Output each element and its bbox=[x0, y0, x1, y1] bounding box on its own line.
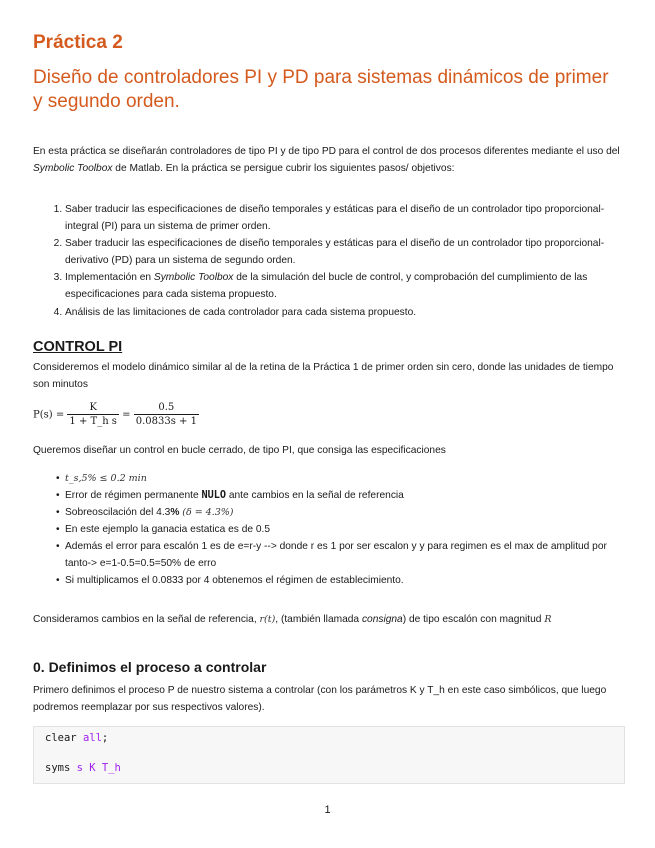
ref-consigna: consigna bbox=[361, 614, 403, 625]
list-item: • En este ejemplo la ganacia estatica es de 0.5 bbox=[65, 521, 625, 538]
intro-paragraph bbox=[33, 143, 623, 177]
spec3-math: (δ = 4.3%) bbox=[182, 507, 234, 518]
ref-post: ) de tipo escalón con magnitud bbox=[402, 614, 545, 625]
spec2-bold: NULO bbox=[201, 490, 227, 501]
ref-math: r(t) bbox=[259, 614, 276, 625]
list-item bbox=[65, 487, 625, 504]
formula-lhs: P(s) = bbox=[33, 409, 65, 421]
ref-R: R bbox=[544, 614, 552, 625]
intro-toolbox: Symbolic Toolbox bbox=[33, 163, 113, 174]
list-item: 1. Saber traducir las especificaciones de diseño temporales y estáticas para el diseño de un controlador tipo proporcional-integral (PI) para un sistema de primer orden. bbox=[65, 202, 623, 235]
specs-intro-paragraph: Queremos diseñar un control en bucle cerrado, de tipo PI, que consiga las especificaciones bbox=[33, 445, 446, 456]
formula-den-1: 1 + T_h s bbox=[69, 416, 117, 427]
list-item bbox=[65, 470, 625, 487]
model-paragraph: Consideremos el modelo dinámico similar al de la retina de la Práctica 1 de primer orden sin cero, donde las unidades de tiempo son minutos bbox=[33, 362, 614, 390]
step3-pre: Implementación en bbox=[65, 272, 154, 284]
page-title: Práctica 2 bbox=[33, 32, 123, 53]
code-line bbox=[45, 762, 121, 774]
transfer-function-formula bbox=[33, 402, 199, 428]
code-keyword: all bbox=[82, 732, 102, 744]
section-heading-define-process: 0. Definimos el proceso a controlar bbox=[33, 659, 267, 675]
formula-num-1: K bbox=[67, 402, 119, 415]
list-item: 4. Análisis de las limitaciones de cada controlador para cada sistema propuesto. bbox=[65, 305, 623, 322]
step3-post: de la simulación del bucle de control, y comprobación del cumplimiento de las especificaciones para cada sistema propuesto. bbox=[65, 272, 588, 300]
page-number: 1 bbox=[324, 804, 331, 816]
formula-fraction-1 bbox=[67, 402, 119, 428]
list-item: • Además el error para escalón 1 es de e=r-y --> donde r es 1 por ser escalon y y para regimen es el max de amplitud por tanto-> e=1-0.5=0.5=50% de erro bbox=[65, 538, 625, 572]
spec3-bold: % bbox=[170, 507, 180, 518]
spec2-pre: Error de régimen permanente bbox=[65, 490, 202, 501]
list-item: 2. Saber traducir las especificaciones de diseño temporales y estáticas para el diseño de un controlador tipo proporcional-derivativo (PD) para un sistema de segundo orden. bbox=[65, 236, 623, 269]
spec-settling-time: t_s,5% ≤ 0.2 min bbox=[65, 473, 147, 484]
list-item bbox=[65, 270, 623, 303]
section-heading-control-pi: CONTROL PI bbox=[33, 339, 123, 355]
ref-mid: , (también llamada bbox=[275, 614, 362, 625]
objectives-list bbox=[33, 202, 623, 322]
list-item bbox=[65, 504, 625, 521]
code-block[interactable] bbox=[33, 726, 625, 784]
intro-text-1: En esta práctica se diseñarán controladores de tipo PI y de tipo PD para el control de dos procesos diferentes mediante el uso del bbox=[33, 146, 620, 157]
code-terminator: ; bbox=[101, 732, 109, 744]
intro-text-2: de Matlab. En la práctica se persigue cubrir los siguientes pasos/ objetivos: bbox=[112, 163, 455, 174]
reference-paragraph bbox=[33, 611, 623, 628]
code-command: syms bbox=[45, 762, 77, 774]
define-process-paragraph: Primero definimos el proceso P de nuestro sistema a controlar (con los parámetros K y T_h en este caso simbólicos, que luego podremos reemplazar por sus respectivos valores). bbox=[33, 685, 607, 713]
formula-num-2: 0.5 bbox=[134, 402, 199, 415]
code-keyword: s K T_h bbox=[76, 762, 121, 774]
code-line bbox=[45, 732, 108, 744]
formula-equals: = bbox=[122, 409, 131, 421]
formula-fraction-2 bbox=[134, 402, 199, 428]
list-item: • Si multiplicamos el 0.0833 por 4 obtenemos el régimen de establecimiento. bbox=[65, 572, 625, 589]
spec3-pre: Sobreoscilación del 4.3 bbox=[65, 507, 171, 518]
page-subtitle: Diseño de controladores PI y PD para sistemas dinámicos de primer y segundo orden. bbox=[33, 67, 609, 112]
spec2-post: ante cambios en la señal de referencia bbox=[226, 490, 404, 501]
formula-den-2: 0.0833s + 1 bbox=[135, 416, 197, 427]
ref-pre: Consideramos cambios en la señal de referencia, bbox=[33, 614, 260, 625]
specs-list bbox=[33, 470, 625, 589]
step3-toolbox: Symbolic Toolbox bbox=[153, 272, 234, 284]
code-command: clear bbox=[45, 732, 83, 744]
